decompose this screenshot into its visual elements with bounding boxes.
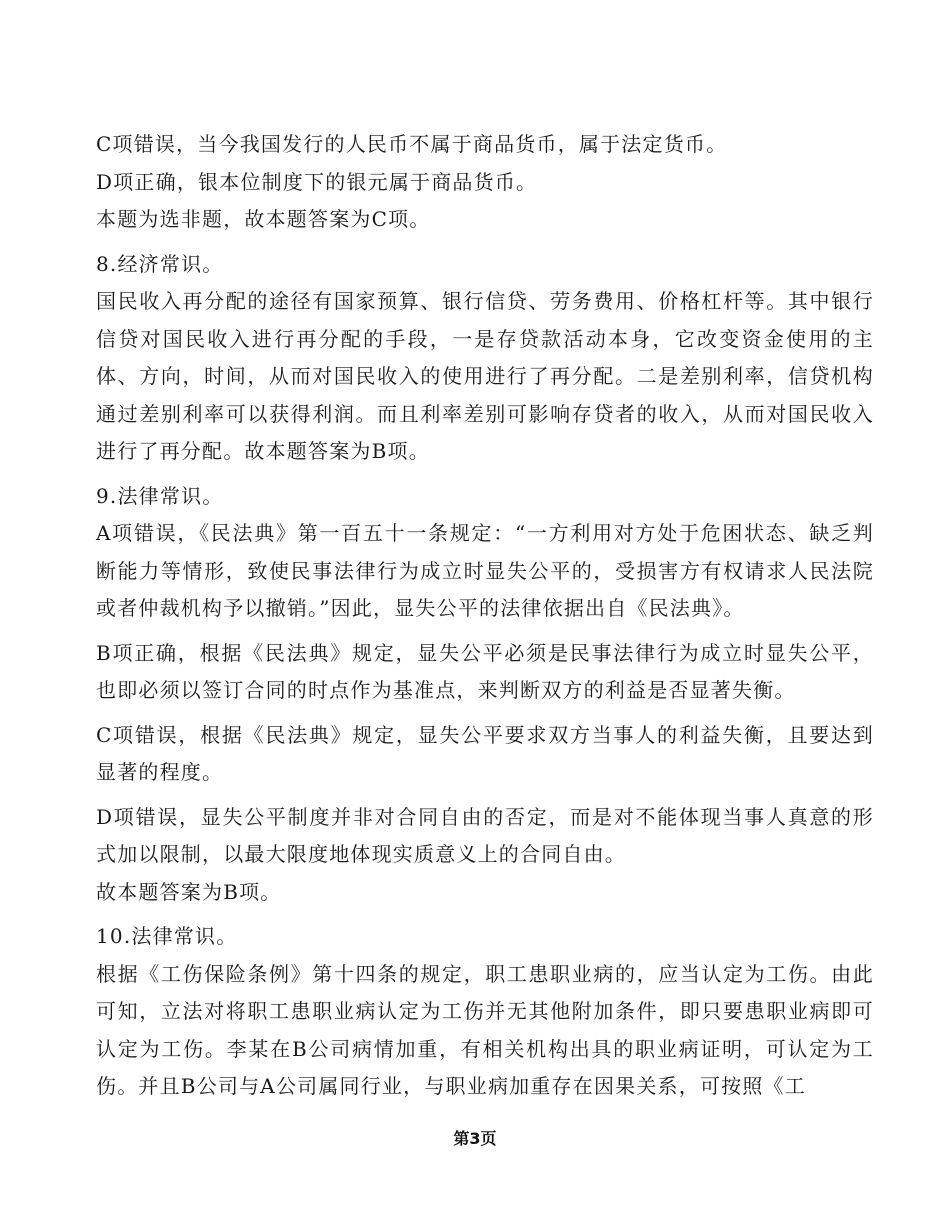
section-9-heading: 9.法律常识。	[96, 483, 224, 508]
page-content	[96, 126, 874, 1106]
section-9-answer: 故本题答案为B项。	[96, 879, 282, 904]
section-7-option-d: D项正确，银本位制度下的银元属于商品货币。	[96, 169, 538, 194]
section-9-option-c: C项错误，根据《民法典》规定，显失公平要求双方当事人的利益失衡，且要达到显著的程度。	[96, 722, 874, 784]
section-9-option-b: B项正确，根据《民法典》规定，显失公平必须是民事法律行为成立时显失公平，也即必须以签订合同的时点作为基准点，来判断双方的利益是否显著失衡。	[96, 640, 874, 702]
section-9-option-d: D项错误，显失公平制度并非对合同自由的否定，而是对不能体现当事人真意的形式加以限制，以最大限度地体现实质意义上的合同自由。	[96, 804, 874, 866]
section-8-heading: 8.经济常识。	[96, 251, 224, 276]
page-number: 第3页	[453, 1129, 497, 1148]
section-7-answer: 本题为选非题，故本题答案为C项。	[96, 207, 431, 231]
section-10-heading: 10.法律常识。	[96, 924, 238, 948]
section-8-body: 国民收入再分配的途径有国家预算、银行信贷、劳务费用、价格杠杆等。其中银行信贷对国民收入进行再分配的手段，一是存贷款活动本身，它改变资金使用的主体、方向，时间，从而对国民收入的使用进行了再分配。二是差别利率，信贷机构通过差别利率可以获得利润。而且利率差别可影响存贷者的收入，从而对国民收入进行了再分配。故本题答案为B项。	[96, 289, 874, 463]
section-10-body: 根据《工伤保险条例》第十四条的规定，职工患职业病的，应当认定为工伤。由此可知，立法对将职工患职业病认定为工伤并无其他附加条件，即只要患职业病即可认定为工伤。李某在B公司病情加重，有相关机构出具的职业病证明，可认定为工伤。并且B公司与A公司属同行业，与职业病加重存在因果关系，可按照《工	[96, 961, 874, 1098]
section-9-option-a: A项错误，《民法典》第一百五十一条规定：“一方利用对方处于危困状态、缺乏判断能力等情形，致使民事法律行为成立时显失公平的，受损害方有权请求人民法院或者仲裁机构予以撤销。”因此，显失公平的法律依据出自《民法典》。	[96, 521, 874, 620]
section-7-option-c: C项错误，当今我国发行的人民币不属于商品货币，属于法定货币。	[96, 132, 728, 156]
